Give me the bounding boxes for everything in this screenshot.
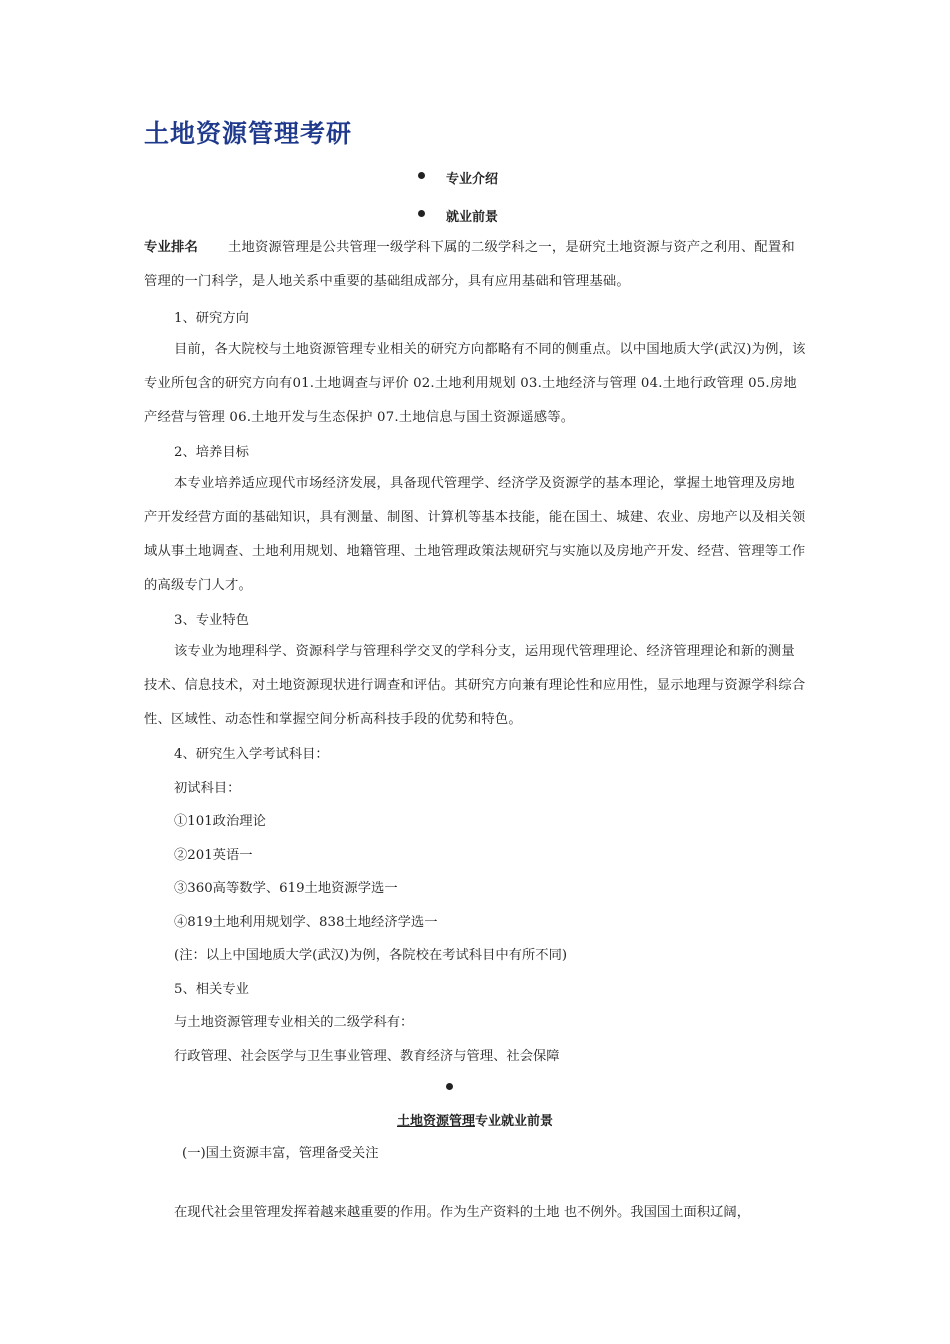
- section-5-heading: 5、相关专业: [174, 982, 249, 997]
- section-4-subheading: 初试科目：: [174, 781, 241, 796]
- page-title: 土地资源管理考研: [144, 119, 353, 148]
- section-1-text: 目前，各大院校与土地资源管理专业相关的研究方向都略有不同的侧重点。以中国地质大学(武汉)为例，该专业所包含的研究方向有01.土地调查与评价 02.土地利用规划 03.土地经济与管理 04.土地行政管理 05.房地产经营与管理 06.土地开发与生态保护 07.土地信息与国土资源遥感等。: [144, 342, 806, 425]
- section-2-text: 本专业培养适应现代市场经济发展，具备现代管理学、经济学及资源学的基本理论，掌握土地管理及房地产开发经营方面的基础知识，具有测量、制图、计算机等基本技能，能在国土、城建、农业、房地产以及相关领域从事土地调查、土地利用规划、地籍管理、土地管理政策法规研究与实施以及房地产开发、经营、管理等工作的高级专门人才。: [144, 476, 806, 593]
- bullet-icon: [418, 210, 425, 217]
- bullet-icon: [446, 1083, 453, 1090]
- exam-subject-item: ①101政治理论: [174, 814, 266, 829]
- nav-bullet-label[interactable]: 就业前景: [446, 210, 499, 225]
- nav-bullet-label[interactable]: 专业介绍: [446, 172, 499, 187]
- section-1-heading: 1、研究方向: [174, 311, 249, 326]
- employment-subheading: (一)国土资源丰富，管理备受关注: [182, 1146, 379, 1161]
- section-4-heading: 4、研究生入学考试科目：: [174, 747, 329, 762]
- exam-note: (注：以上中国地质大学(武汉)为例，各院校在考试科目中有所不同): [174, 948, 568, 963]
- employment-text: 在现代社会里管理发挥着越来越重要的作用。作为生产资料的土地 也不例外。我国国土面积辽阔，: [174, 1205, 750, 1220]
- intro-paragraph: [144, 231, 806, 299]
- section-5-subheading: 与土地资源管理专业相关的二级学科有：: [174, 1015, 414, 1030]
- related-majors: 行政管理、社会医学与卫生事业管理、教育经济与管理、社会保障: [174, 1049, 560, 1064]
- employment-heading-rest: 专业就业前景: [475, 1114, 554, 1129]
- employment-heading-link[interactable]: 土地资源管理: [396, 1114, 475, 1129]
- intro-text: 土地资源管理是公共管理一级学科下属的二级学科之一，是研究土地资源与资产之利用、配置和管理的一门科学，是人地关系中重要的基础组成部分，具有应用基础和管理基础。: [144, 240, 795, 289]
- exam-subject-item: ④819土地利用规划学、838土地经济学选一: [174, 915, 438, 930]
- section-3-heading: 3、专业特色: [174, 613, 249, 628]
- section-3-text: 该专业为地理科学、资源科学与管理科学交叉的学科分支，运用现代管理理论、经济管理理论和新的测量技术、信息技术，对土地资源现状进行调查和评估。其研究方向兼有理论性和应用性，显示地理与资源学科综合性、区域性、动态性和掌握空间分析高科技手段的优势和特色。: [144, 644, 806, 727]
- intro-label: 专业排名: [144, 240, 198, 255]
- bullet-icon: [418, 172, 425, 179]
- exam-subject-item: ②201英语一: [174, 848, 253, 863]
- exam-subject-item: ③360高等数学、619土地资源学选一: [174, 881, 398, 896]
- employment-heading: [0, 1110, 950, 1129]
- section-2-heading: 2、培养目标: [174, 445, 249, 460]
